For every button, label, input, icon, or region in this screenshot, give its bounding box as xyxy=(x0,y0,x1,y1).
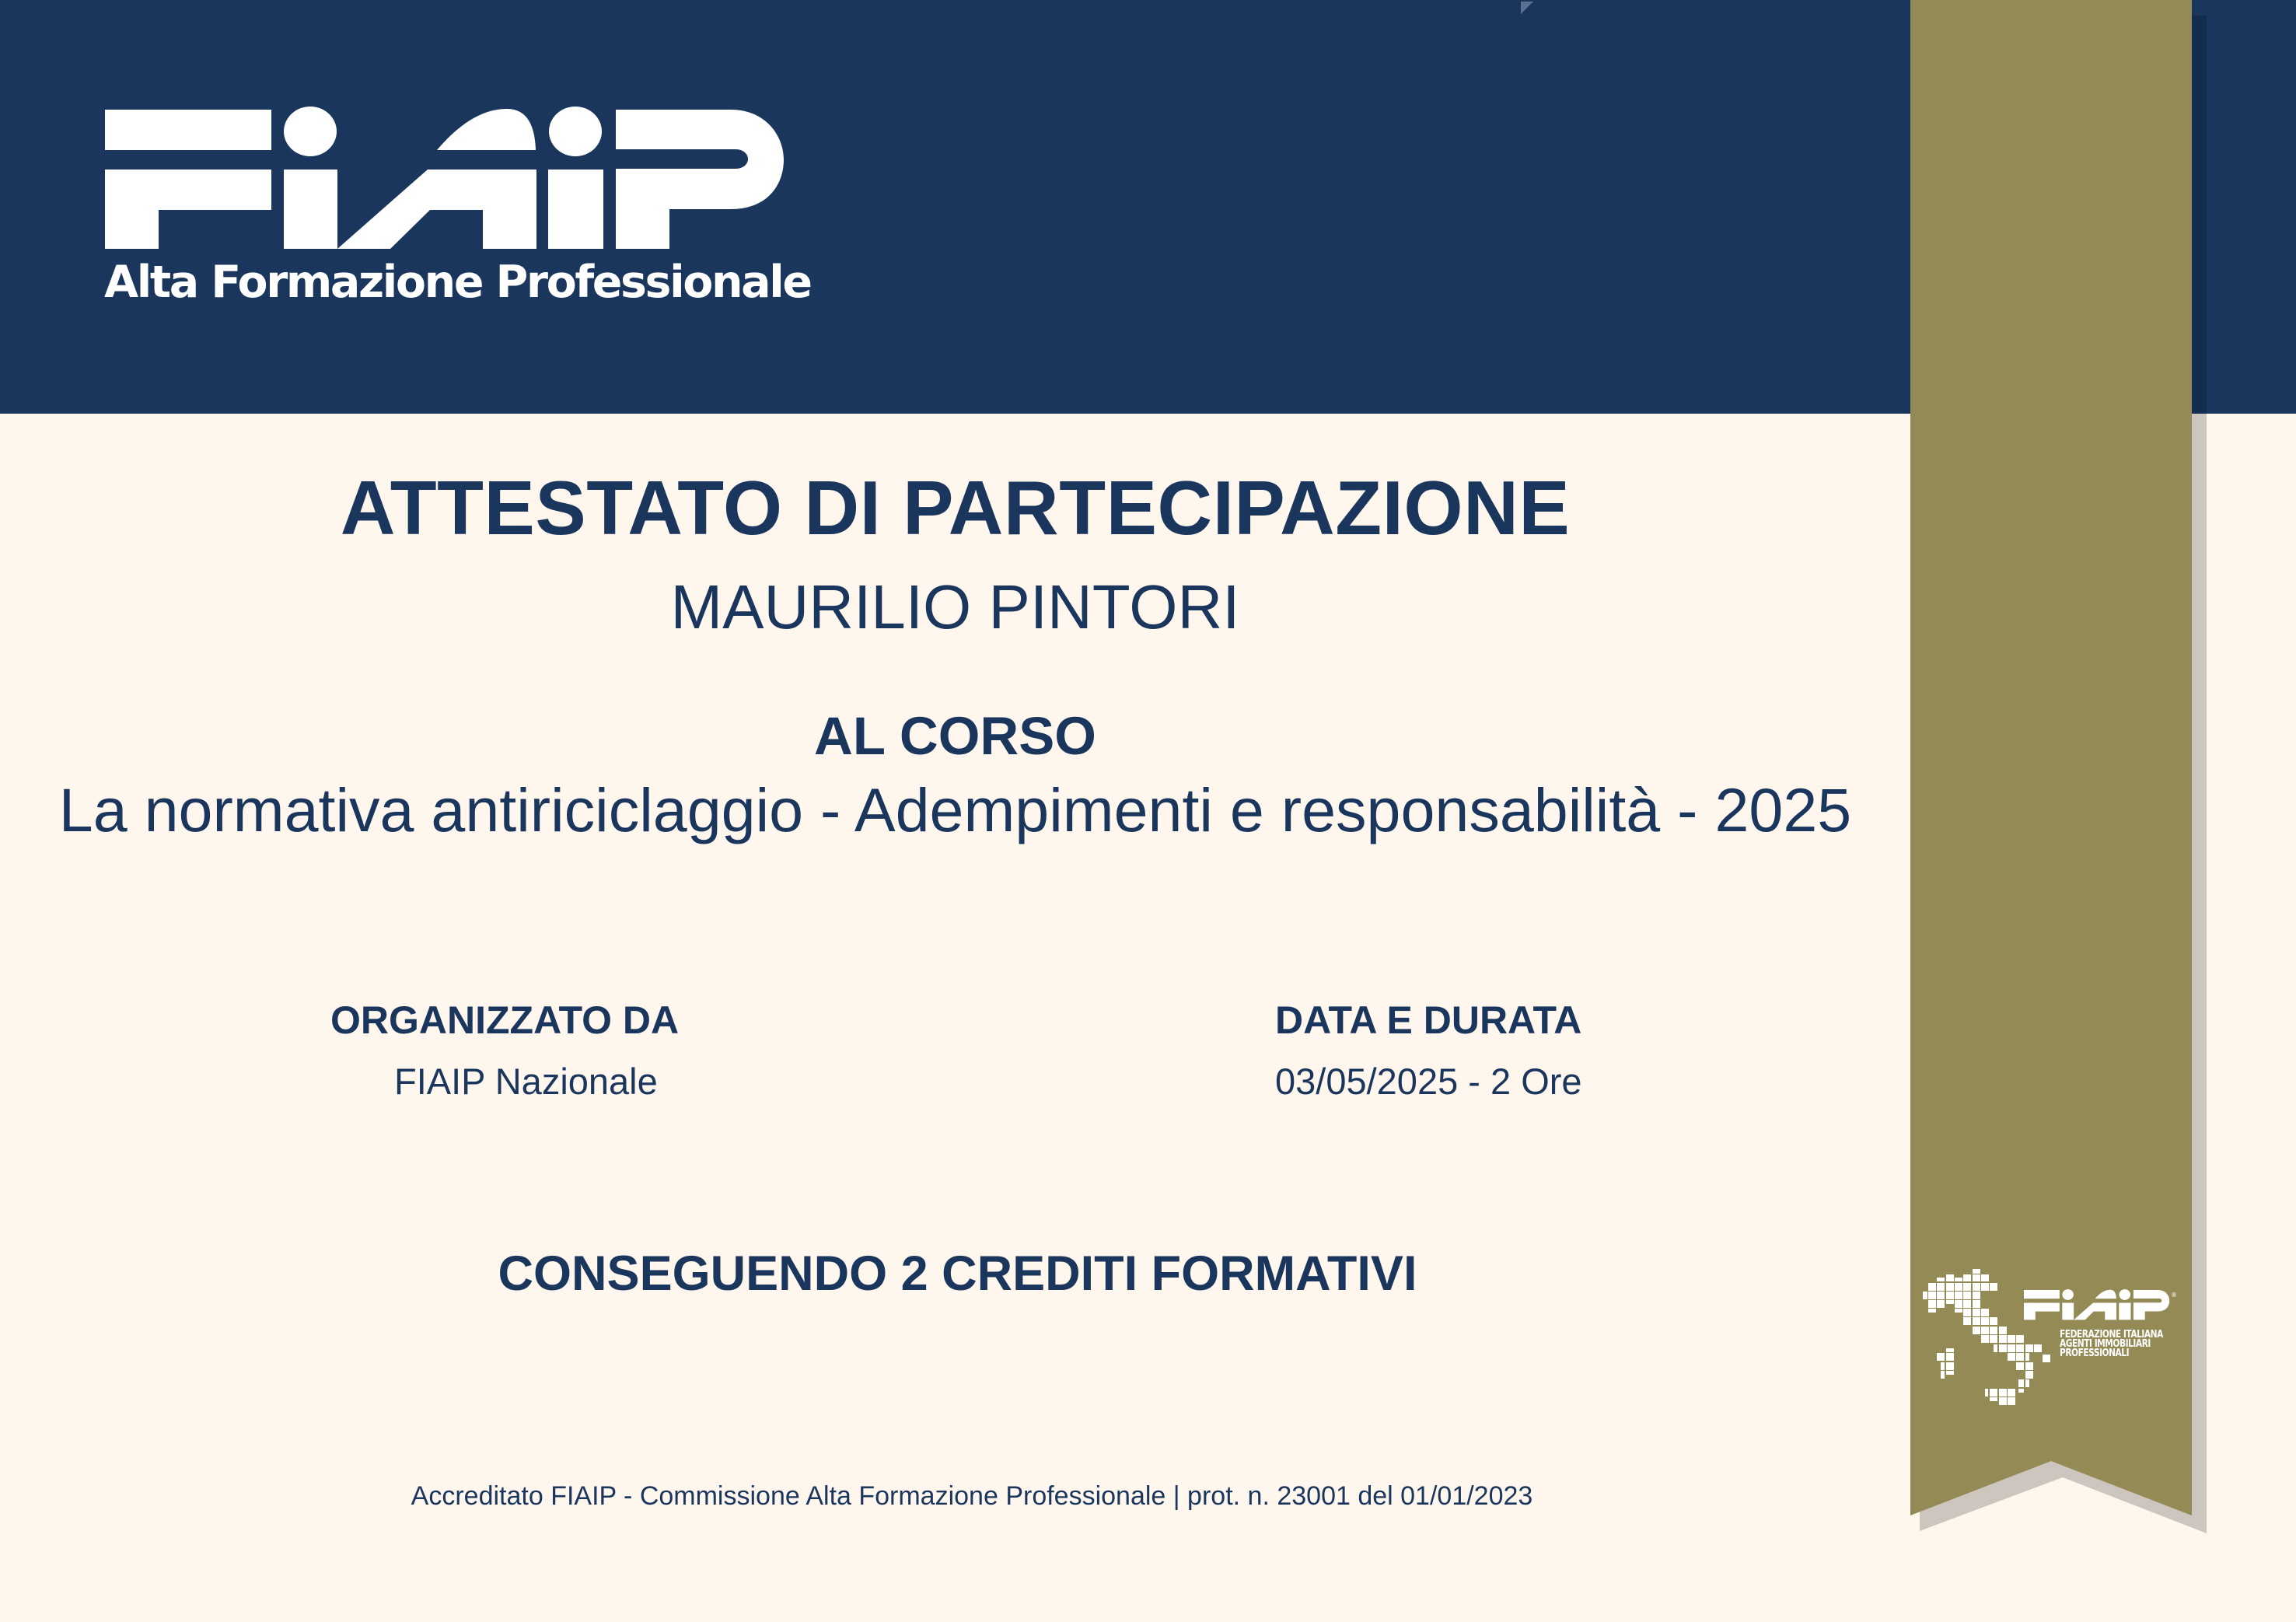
date-duration-label: DATA E DURATA xyxy=(1275,998,1582,1042)
course-title: La normativa antiriciclaggio - Adempimenti e responsabilità - 2025 xyxy=(58,775,1852,844)
date-duration-value: 03/05/2025 - 2 Ore xyxy=(1275,1061,1582,1102)
course-label: AL CORSO xyxy=(814,706,1096,766)
ribbon-subtitle-line: AGENTI IMMOBILIARI xyxy=(2060,1338,2151,1350)
ribbon-subtitle-line: PROFESSIONALI xyxy=(2060,1348,2130,1359)
recipient-name: MAURILIO PINTORI xyxy=(670,572,1240,641)
organizer-value: FIAIP Nazionale xyxy=(394,1061,658,1102)
accreditation-note: Accreditato FIAIP - Commissione Alta Formazione Professionale | prot. n. 23001 del 01/01/2023 xyxy=(411,1481,1533,1511)
organizer-label: ORGANIZZATO DA xyxy=(330,998,680,1042)
certificate-title: ATTESTATO DI PARTECIPAZIONE xyxy=(340,465,1571,551)
ribbon-subtitle-line: FEDERAZIONE ITALIANA xyxy=(2060,1329,2163,1341)
registered-mark: ® xyxy=(2171,1292,2177,1299)
ribbon-subtitle xyxy=(2060,1330,2163,1358)
credits-text: CONSEGUENDO 2 CREDITI FORMATIVI xyxy=(498,1246,1417,1301)
logo-tagline: Alta Formazione Professionale xyxy=(104,257,811,308)
